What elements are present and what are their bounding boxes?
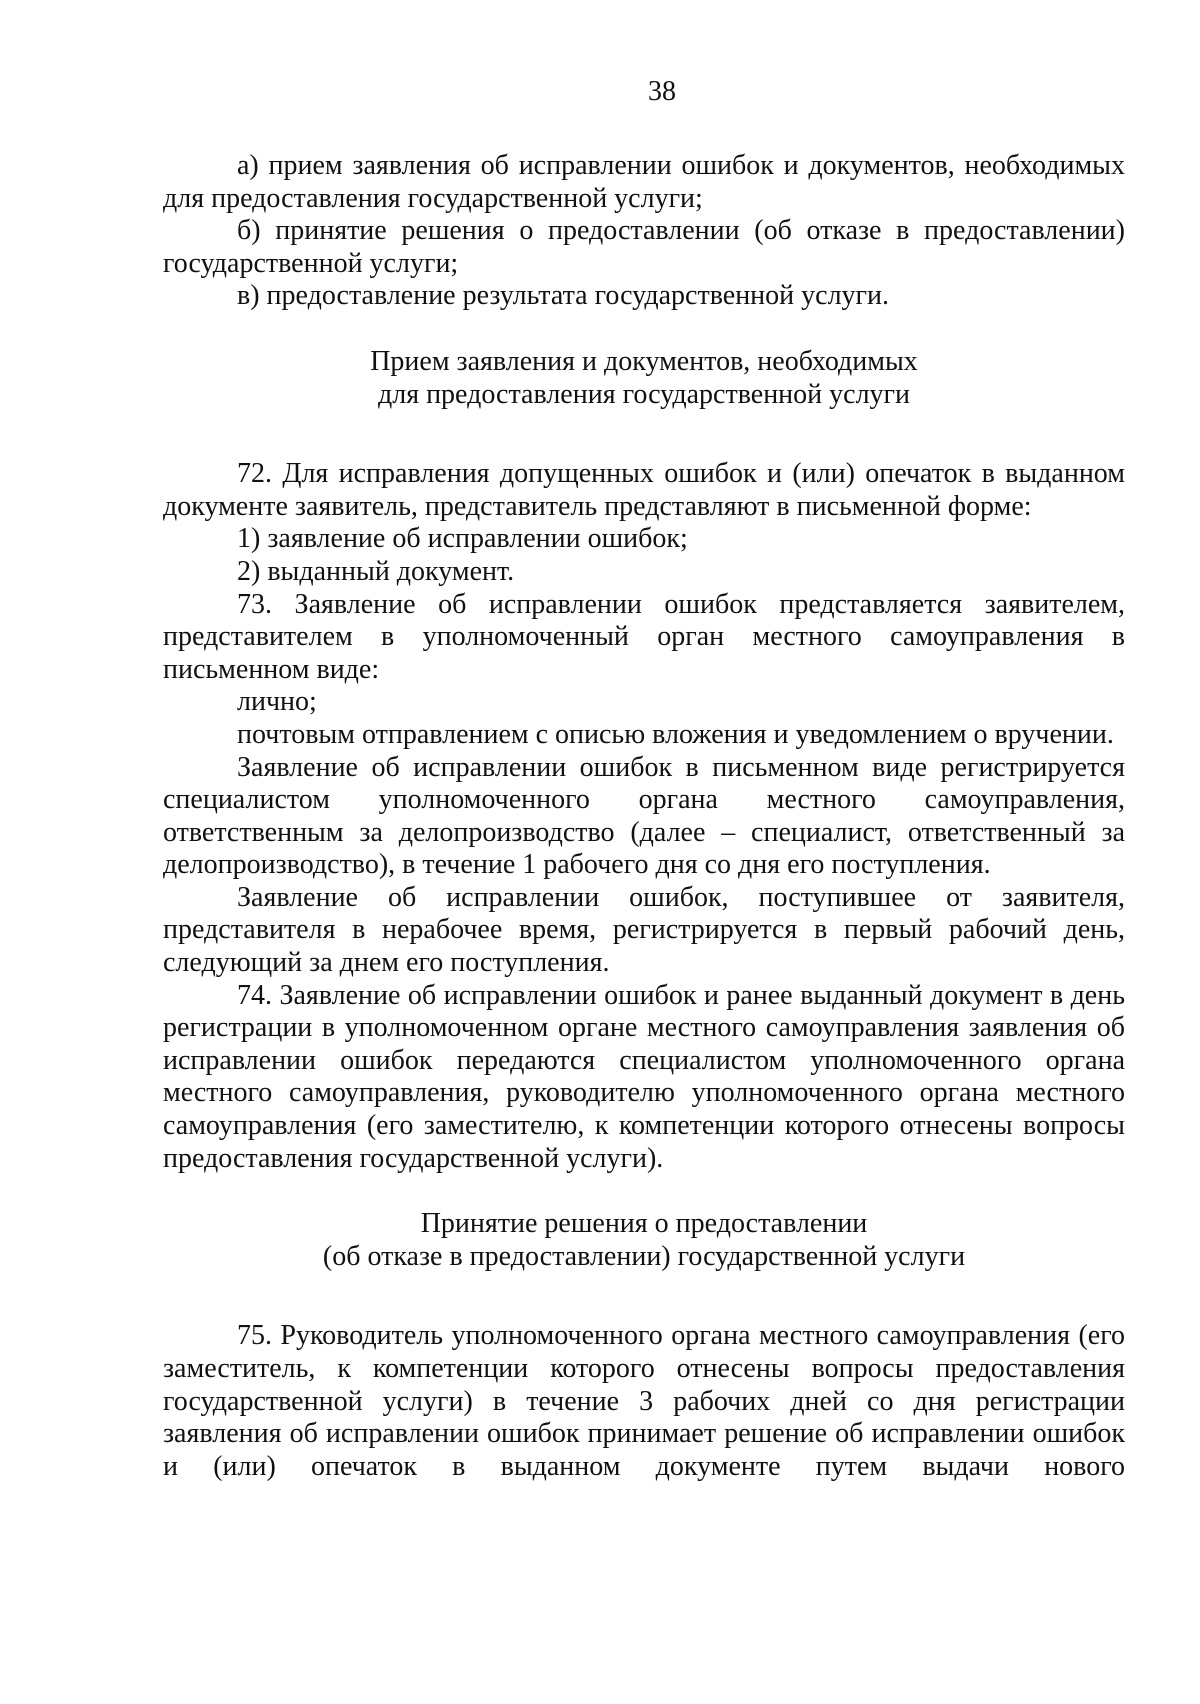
intro-item-a: а) прием заявления об исправлении ошибок и документов, необходимых для предоставления государственной услуги;: [163, 150, 1125, 214]
paragraph-73: 73. Заявление об исправлении ошибок представляется заявителем, представителем в уполномоченный орган местного самоуправления в письменном виде:: [163, 588, 1125, 685]
list-item-1: 1) заявление об исправлении ошибок;: [237, 523, 688, 555]
paragraph-75: 75. Руководитель уполномоченного органа местного самоуправления (его заместитель, к компетенции которого отнесены вопросы предоставления государственной услуги) в течение 3 рабочих дней со дня регистрации заявления об исправлении ошибок принимает решение об исправлении ошибок и (или) опечаток в выданном документе путем выдачи нового: [163, 1320, 1125, 1482]
intro-item-b: б) принятие решения о предоставлении (об отказе в предоставлении) государственной услуги;: [163, 215, 1125, 279]
section-heading-2-line-1: Принятие решения о предоставлении: [420, 1208, 868, 1240]
page-number: 38: [648, 76, 676, 107]
section-heading-1-line-2: для предоставления государственной услуги: [377, 378, 911, 410]
paragraph-nonworking-time: Заявление об исправлении ошибок, поступившее от заявителя, представителя в нерабочее время, регистрируется в первый рабочий день, следующий за днем его поступления.: [163, 881, 1125, 979]
method-in-person: лично;: [237, 686, 317, 718]
method-postal: почтовым отправлением с описью вложения и уведомлением о вручении.: [237, 718, 1114, 750]
list-item-2: 2) выданный документ.: [237, 555, 515, 587]
section-heading-2: [163, 1208, 1125, 1273]
intro-item-c: в) предоставление результата государственной услуги.: [237, 280, 890, 312]
paragraph-74: 74. Заявление об исправлении ошибок и ранее выданный документ в день регистрации в уполномоченном органе местного самоуправления заявления об исправлении ошибок передаются специалистом уполномоченного органа местного самоуправления, руководителю уполномоченного органа местного самоуправления (его заместителю, к компетенции которого отнесены вопросы предоставления государственной услуги).: [163, 979, 1125, 1174]
paragraph-72: 72. Для исправления допущенных ошибок и (или) опечаток в выданном документе заявитель, представитель представляют в письменной форме:: [163, 458, 1125, 522]
document-page: [163, 60, 1125, 1483]
section-heading-1-line-1: Прием заявления и документов, необходимых: [370, 345, 918, 377]
paragraph-registration: Заявление об исправлении ошибок в письменном виде регистрируется специалистом уполномоченного органа местного самоуправления, ответственным за делопроизводство (далее – специалист, ответственный за делопроизводство), в течение 1 рабочего дня со дня его поступления.: [163, 751, 1125, 881]
section-heading-1: [163, 346, 1125, 411]
section-heading-2-line-2: (об отказе в предоставлении) государственной услуги: [322, 1240, 966, 1272]
